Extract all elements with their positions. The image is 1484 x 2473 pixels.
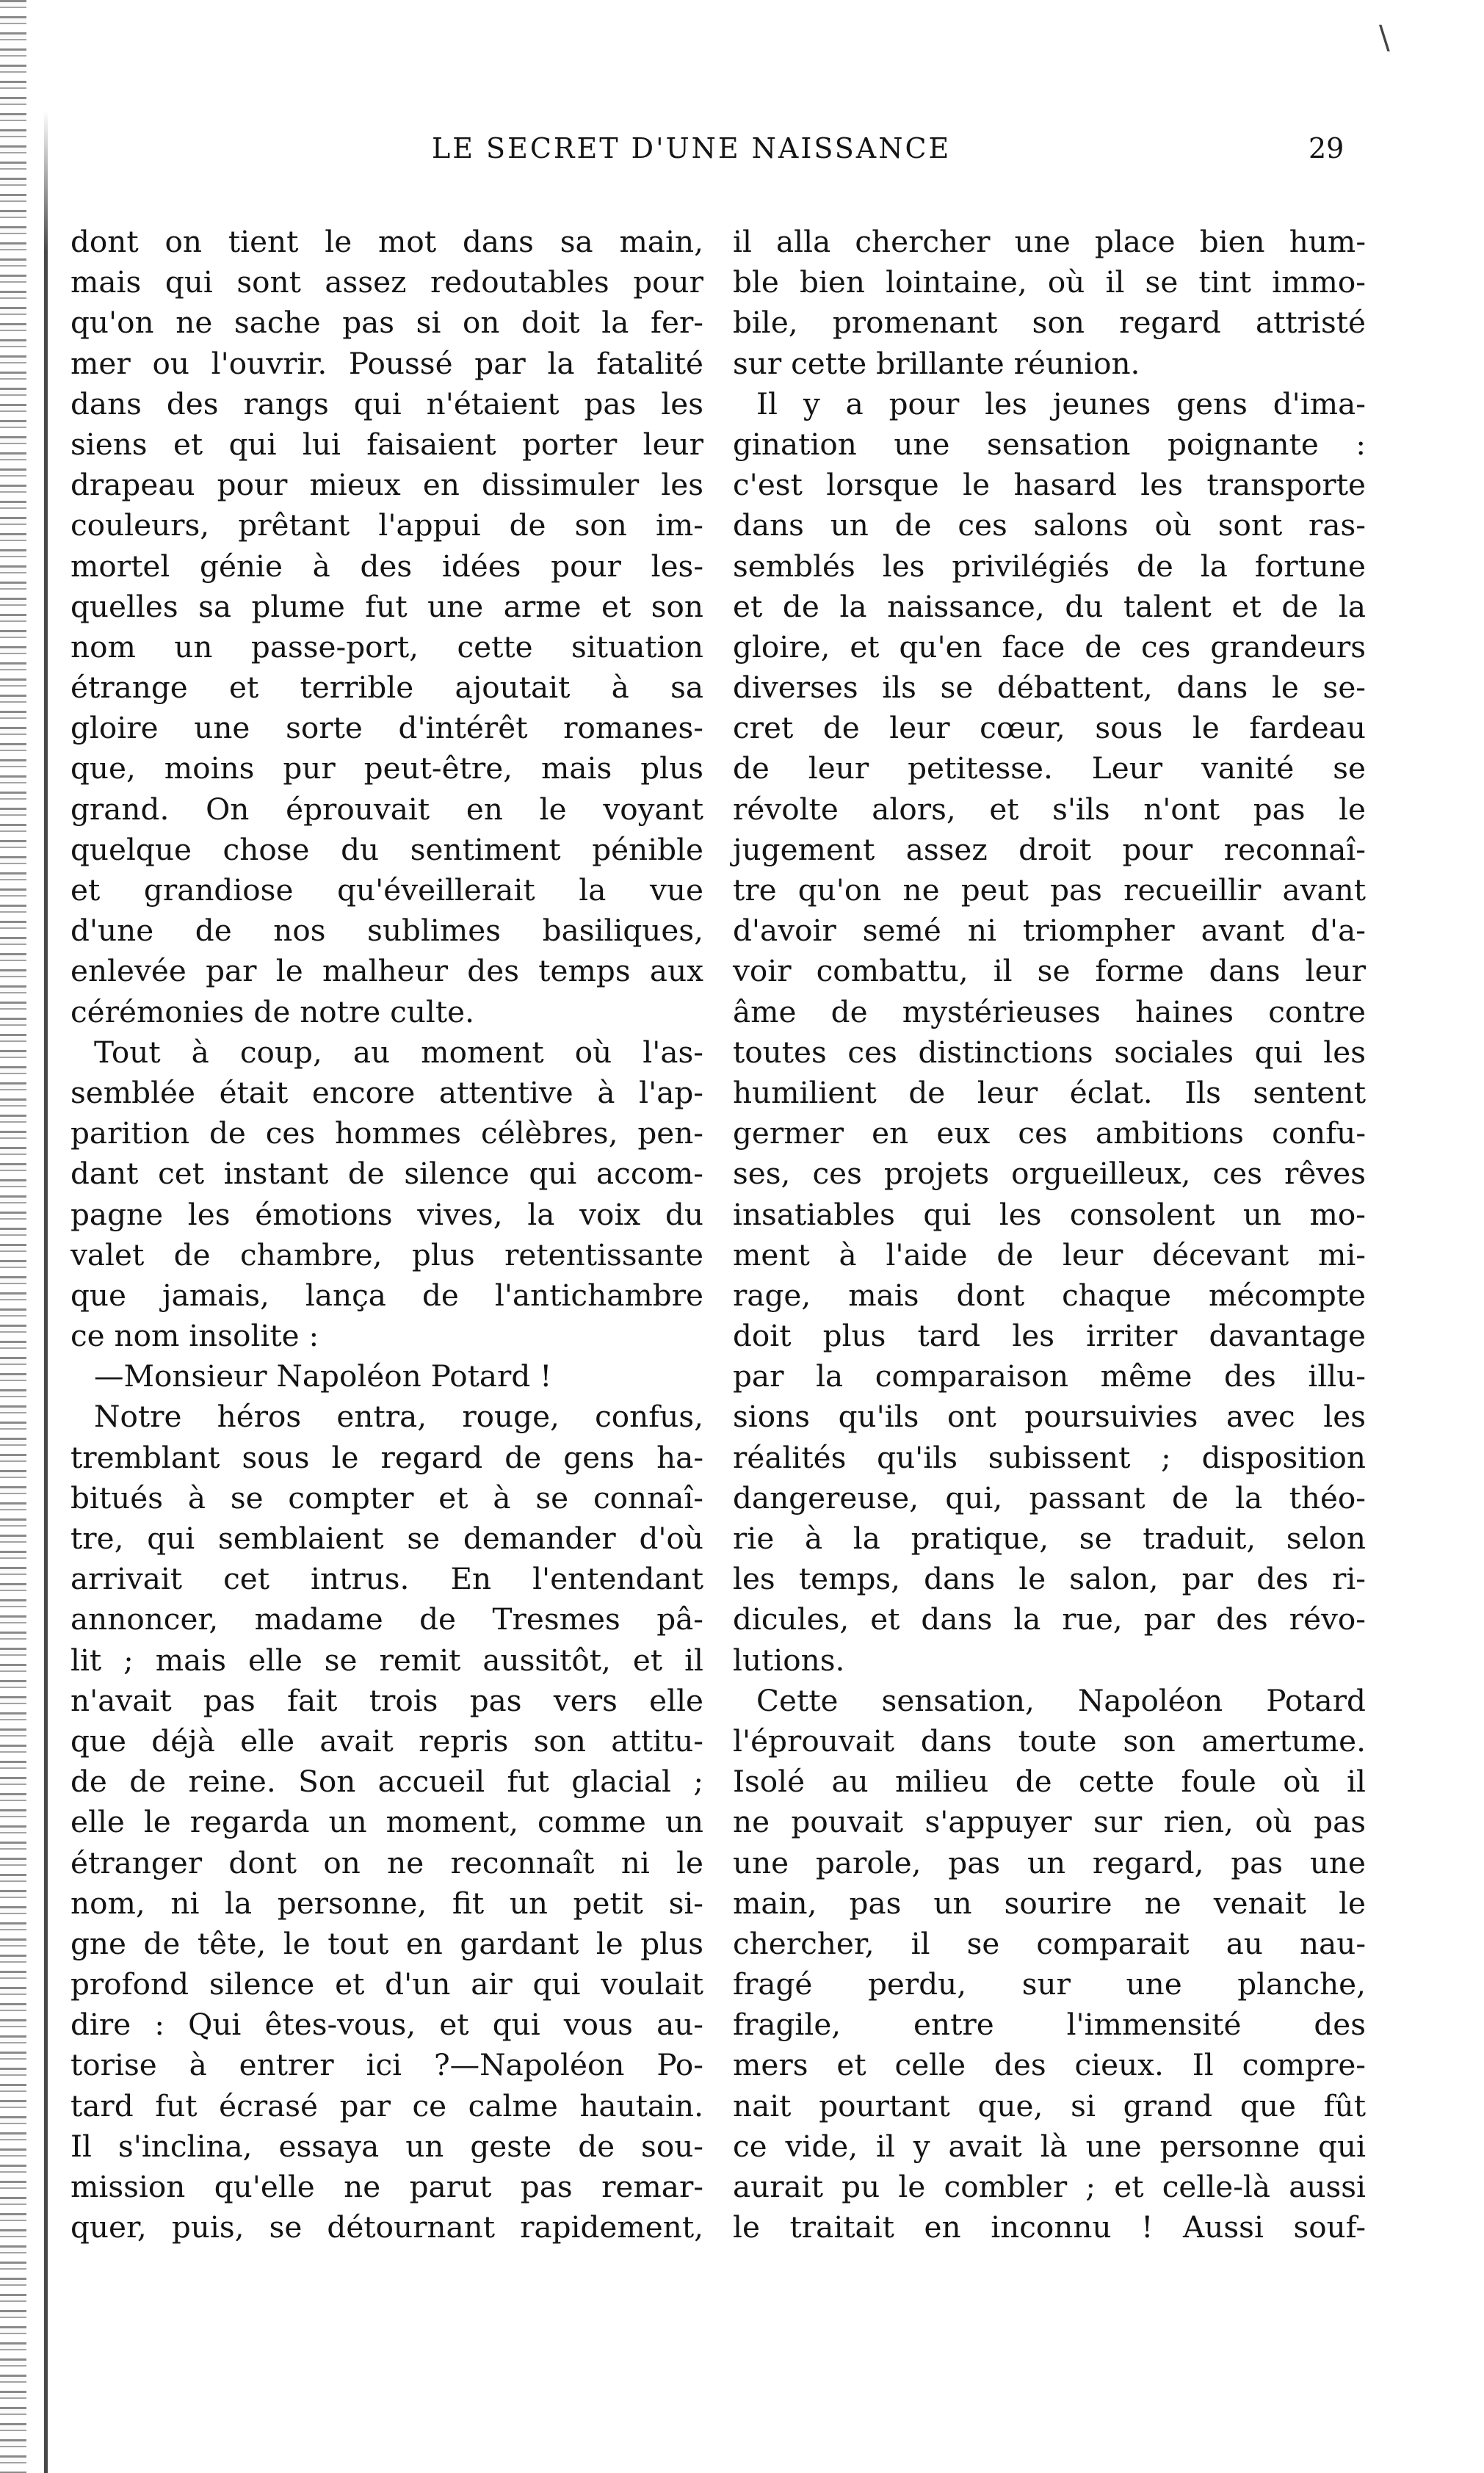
text-line: Notre héros entra, rouge, confus, (94, 1399, 703, 1435)
text-line: qu'on ne sache pas si on doit la fer- (70, 305, 703, 341)
text-line: et grandiose qu'éveillerait la vue (70, 872, 703, 908)
text-line: Il s'inclina, essaya un geste de sou- (70, 2128, 703, 2164)
text-line: d'une de nos sublimes basiliques, (70, 913, 703, 949)
text-line: grand. On éprouvait en le voyant (70, 791, 703, 827)
text-line: torise à entrer ici ?—Napoléon Po- (70, 2047, 703, 2083)
text-line: diverses ils se débattent, dans le se- (733, 670, 1366, 706)
text-line: enlevée par le malheur des temps aux (70, 953, 703, 989)
text-line: mais qui sont assez redoutables pour (70, 264, 703, 300)
text-line: dant cet instant de silence qui accom- (70, 1156, 703, 1192)
page-number: 29 (1309, 132, 1344, 164)
text-line: de de reine. Son accueil fut glacial ; (70, 1764, 703, 1800)
stray-ink-mark: \ (1379, 19, 1390, 57)
text-line: les temps, dans le salon, par des ri- (733, 1561, 1366, 1597)
text-line: elle le regarda un moment, comme un (70, 1804, 703, 1840)
text-line: tard fut écrasé par ce calme hautain. (70, 2088, 703, 2123)
text-line: couleurs, prêtant l'appui de son im- (70, 507, 703, 543)
text-line: ses, ces projets orgueilleux, ces rêves (733, 1156, 1366, 1192)
text-line: germer en eux ces ambitions confu- (733, 1115, 1366, 1151)
text-line: que, moins pur peut-être, mais plus (70, 750, 703, 786)
text-line: Isolé au milieu de cette foule où il (733, 1764, 1366, 1800)
text-line: bile, promenant son regard attristé (733, 305, 1366, 341)
text-line: Tout à coup, au moment où l'as- (94, 1034, 703, 1070)
text-line: fragé perdu, sur une planche, (733, 1966, 1366, 2002)
text-line: gination une sensation poignante : (733, 426, 1366, 462)
text-line: gne de tête, le tout en gardant le plus (70, 1925, 703, 1961)
text-line: dans des rangs qui n'étaient pas les (70, 385, 703, 421)
text-line: ble bien lointaine, où il se tint immo- (733, 264, 1366, 300)
left-text-column (70, 222, 703, 2248)
text-line: drapeau pour mieux en dissimuler les (70, 467, 703, 503)
text-line: fragile, entre l'immensité des (733, 2007, 1366, 2043)
text-line: mer ou l'ouvrir. Poussé par la fatalité (70, 345, 703, 381)
text-line: pagne les émotions vives, la voix du (70, 1196, 703, 1232)
text-line: ce nom insolite : (70, 1318, 319, 1354)
text-line: aurait pu le combler ; et celle-là aussi (733, 2169, 1366, 2204)
text-line: n'avait pas fait trois pas vers elle (70, 1682, 703, 1718)
text-line: d'avoir semé ni triompher avant d'a- (733, 913, 1366, 949)
text-line: valet de chambre, plus retentissante (70, 1236, 703, 1272)
text-line: quelque chose du sentiment pénible (70, 831, 703, 867)
text-line: une parole, pas un regard, pas une (733, 1844, 1366, 1880)
text-line: gloire une sorte d'intérêt romanes- (70, 710, 703, 746)
text-line: sur cette brillante réunion. (733, 345, 1140, 381)
text-line: Il y a pour les jeunes gens d'ima- (756, 385, 1366, 421)
text-line: lutions. (733, 1642, 845, 1678)
text-line: l'éprouvait dans toute son amertume. (733, 1723, 1366, 1759)
text-line: doit plus tard les irriter davantage (733, 1318, 1366, 1354)
text-line: —Monsieur Napoléon Potard ! (94, 1358, 552, 1394)
text-line: bitués à se compter et à se connaî- (70, 1480, 703, 1516)
page-header (0, 132, 1484, 184)
text-line: voir combattu, il se forme dans leur (733, 953, 1366, 989)
text-line: dont on tient le mot dans sa main, (70, 224, 703, 259)
text-line: profond silence et d'un air qui voulait (70, 1966, 703, 2002)
text-line: tre, qui semblaient se demander d'où (70, 1521, 703, 1556)
text-line: réalités qu'ils subissent ; disposition (733, 1439, 1366, 1475)
text-line: de leur petitesse. Leur vanité se (733, 750, 1366, 786)
text-line: main, pas un sourire ne venait le (733, 1885, 1366, 1921)
text-line: nom un passe-port, cette situation (70, 629, 703, 665)
running-title: LE SECRET D'UNE NAISSANCE (432, 132, 952, 164)
text-line: rage, mais dont chaque mécompte (733, 1277, 1366, 1313)
text-line: tre qu'on ne peut pas recueillir avant (733, 872, 1366, 908)
text-line: cérémonies de notre culte. (70, 993, 474, 1029)
text-line: étrange et terrible ajoutait à sa (70, 670, 703, 706)
text-line: rie à la pratique, se traduit, selon (733, 1521, 1366, 1556)
text-line: semblés les privilégiés de la fortune (733, 548, 1366, 584)
text-line: dicules, et dans la rue, par des révo- (733, 1601, 1366, 1637)
text-line: le traitait en inconnu ! Aussi souf- (733, 2209, 1366, 2245)
text-line: cret de leur cœur, sous le fardeau (733, 710, 1366, 746)
text-line: parition de ces hommes célèbres, pen- (70, 1115, 703, 1151)
text-line: lit ; mais elle se remit aussitôt, et il (70, 1642, 703, 1678)
text-line: quer, puis, se détournant rapidement, (70, 2209, 703, 2245)
text-line: mers et celle des cieux. Il compre- (733, 2047, 1366, 2083)
right-text-column (733, 222, 1366, 2248)
text-line: par la comparaison même des illu- (733, 1358, 1366, 1394)
text-line: révolte alors, et s'ils n'ont pas le (733, 791, 1366, 827)
text-line: quelles sa plume fut une arme et son (70, 588, 703, 624)
text-line: que déjà elle avait repris son attitu- (70, 1723, 703, 1759)
text-line: mission qu'elle ne parut pas remar- (70, 2169, 703, 2204)
text-line: étranger dont on ne reconnaît ni le (70, 1844, 703, 1880)
text-line: toutes ces distinctions sociales qui les (733, 1034, 1366, 1070)
text-line: dire : Qui êtes-vous, et qui vous au- (70, 2007, 703, 2043)
text-line: que jamais, lança de l'antichambre (70, 1277, 703, 1313)
text-line: nom, ni la personne, fit un petit si- (70, 1885, 703, 1921)
text-line: jugement assez droit pour reconnaî- (733, 831, 1366, 867)
gutter-shadow-line (44, 110, 48, 2473)
text-line: insatiables qui les consolent un mo- (733, 1196, 1366, 1232)
text-line: dans un de ces salons où sont ras- (733, 507, 1366, 543)
text-line: siens et qui lui faisaient porter leur (70, 426, 703, 462)
text-line: sions qu'ils ont poursuivies avec les (733, 1399, 1366, 1435)
text-line: il alla chercher une place bien hum- (733, 224, 1366, 259)
text-line: tremblant sous le regard de gens ha- (70, 1439, 703, 1475)
text-line: annoncer, madame de Tresmes pâ- (70, 1601, 703, 1637)
text-line: chercher, il se comparait au nau- (733, 1925, 1366, 1961)
text-line: ne pouvait s'appuyer sur rien, où pas (733, 1804, 1366, 1840)
text-line: ment à l'aide de leur décevant mi- (733, 1236, 1366, 1272)
text-line: et de la naissance, du talent et de la (733, 588, 1366, 624)
text-line: c'est lorsque le hasard les transporte (733, 467, 1366, 503)
book-binding-edge (0, 0, 26, 2473)
text-line: ce vide, il y avait là une personne qui (733, 2128, 1366, 2164)
text-line: mortel génie à des idées pour les- (70, 548, 703, 584)
text-line: humilient de leur éclat. Ils sentent (733, 1074, 1366, 1110)
text-line: semblée était encore attentive à l'ap- (70, 1074, 703, 1110)
text-line: dangereuse, qui, passant de la théo- (733, 1480, 1366, 1516)
text-line: Cette sensation, Napoléon Potard (756, 1682, 1366, 1718)
text-line: nait pourtant que, si grand que fût (733, 2088, 1366, 2123)
text-line: arrivait cet intrus. En l'entendant (70, 1561, 703, 1597)
text-line: âme de mystérieuses haines contre (733, 993, 1366, 1029)
text-line: gloire, et qu'en face de ces grandeurs (733, 629, 1366, 665)
